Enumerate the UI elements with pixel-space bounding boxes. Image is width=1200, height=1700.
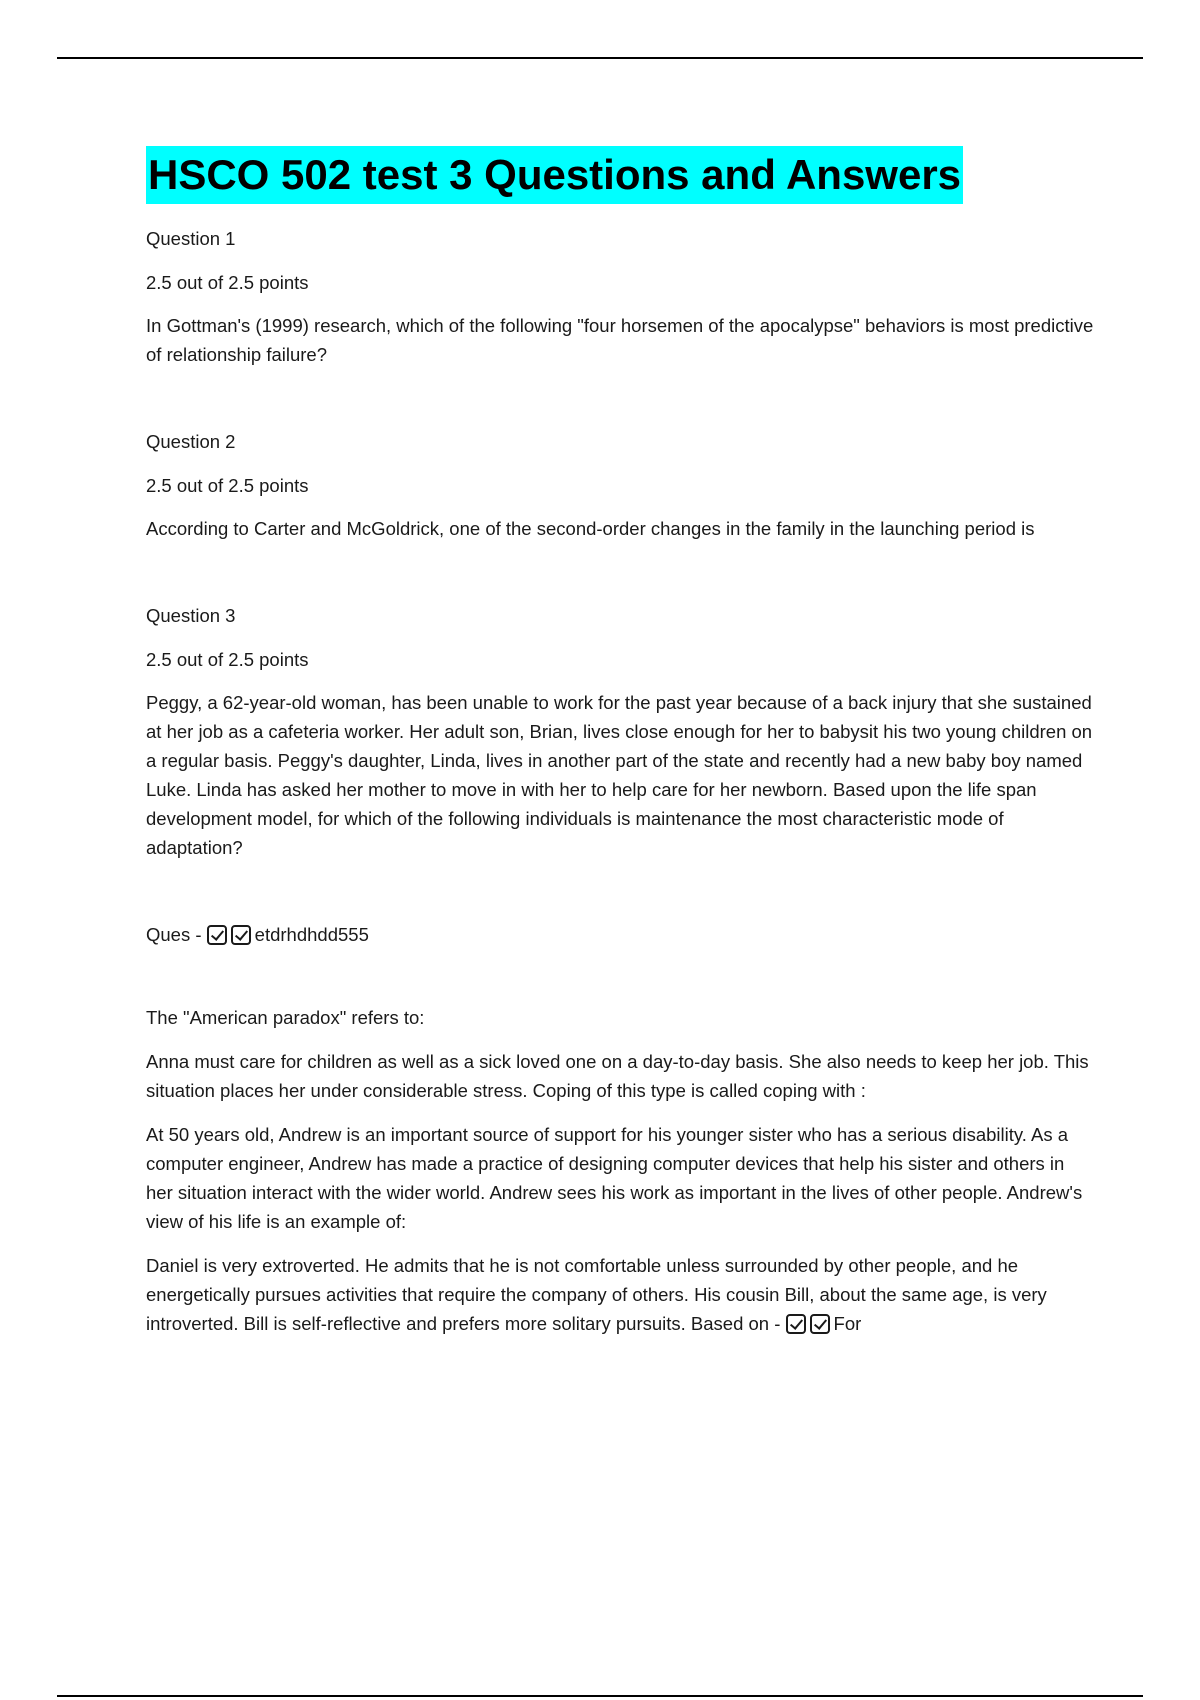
checkbox-checked-icon	[786, 1314, 806, 1334]
ques-prefix: Ques -	[146, 924, 207, 945]
last-item-suffix: For	[833, 1313, 862, 1334]
document-body	[146, 146, 1096, 1338]
list-item: The "American paradox" refers to:	[146, 1007, 425, 1028]
checkbox-checked-icon	[810, 1314, 830, 1334]
question-label: Question 3	[146, 605, 236, 626]
question-points: 2.5 out of 2.5 points	[146, 272, 309, 293]
question-text: In Gottman's (1999) research, which of the following "four horsemen of the apocalypse" behaviors is most predictive of relationship failure?	[146, 315, 1094, 365]
question-points: 2.5 out of 2.5 points	[146, 649, 309, 670]
last-item-text: Daniel is very extroverted. He admits that he is not comfortable unless surrounded by other people, and he energetically pursues activities that require the company of others. His cousin Bill, about the same age, is very introverted. Bill is self-reflective and prefers more solitary pursuits. Based on -	[146, 1255, 1047, 1334]
question-block-3	[146, 601, 1096, 862]
document-title: HSCO 502 test 3 Questions and Answers	[146, 146, 963, 204]
checkbox-checked-icon	[231, 925, 251, 945]
ques-line	[146, 920, 1096, 949]
ques-suffix: etdrhdhdd555	[254, 924, 369, 945]
list-item: Anna must care for children as well as a sick loved one on a day-to-day basis. She also needs to keep her job. This situation places her under considerable stress. Coping of this type is called coping with :	[146, 1051, 1089, 1101]
question-label: Question 2	[146, 431, 236, 452]
question-block-2	[146, 427, 1096, 543]
top-rule	[57, 57, 1143, 59]
bottom-rule	[57, 1695, 1143, 1697]
list-item: At 50 years old, Andrew is an important source of support for his younger sister who has a serious disability. As a computer engineer, Andrew has made a practice of designing computer devices that help his sister and others in her situation interact with the wider world. Andrew sees his work as important in the lives of other people. Andrew's view of his life is an example of:	[146, 1124, 1083, 1232]
question-points: 2.5 out of 2.5 points	[146, 475, 309, 496]
checkbox-checked-icon	[207, 925, 227, 945]
question-text: Peggy, a 62-year-old woman, has been unable to work for the past year because of a back injury that she sustained at her job as a cafeteria worker. Her adult son, Brian, lives close enough for her to babysit his two young children on a regular basis. Peggy's daughter, Linda, lives in another part of the state and recently had a new baby boy named Luke. Linda has asked her mother to move in with her to help care for her newborn. Based upon the life span development model, for which of the following individuals is maintenance the most characteristic mode of adaptation?	[146, 692, 1093, 858]
question-label: Question 1	[146, 228, 236, 249]
question-text: According to Carter and McGoldrick, one of the second-order changes in the family in the launching period is	[146, 518, 1035, 539]
question-block-1	[146, 224, 1096, 369]
list-item-last	[146, 1251, 1096, 1338]
